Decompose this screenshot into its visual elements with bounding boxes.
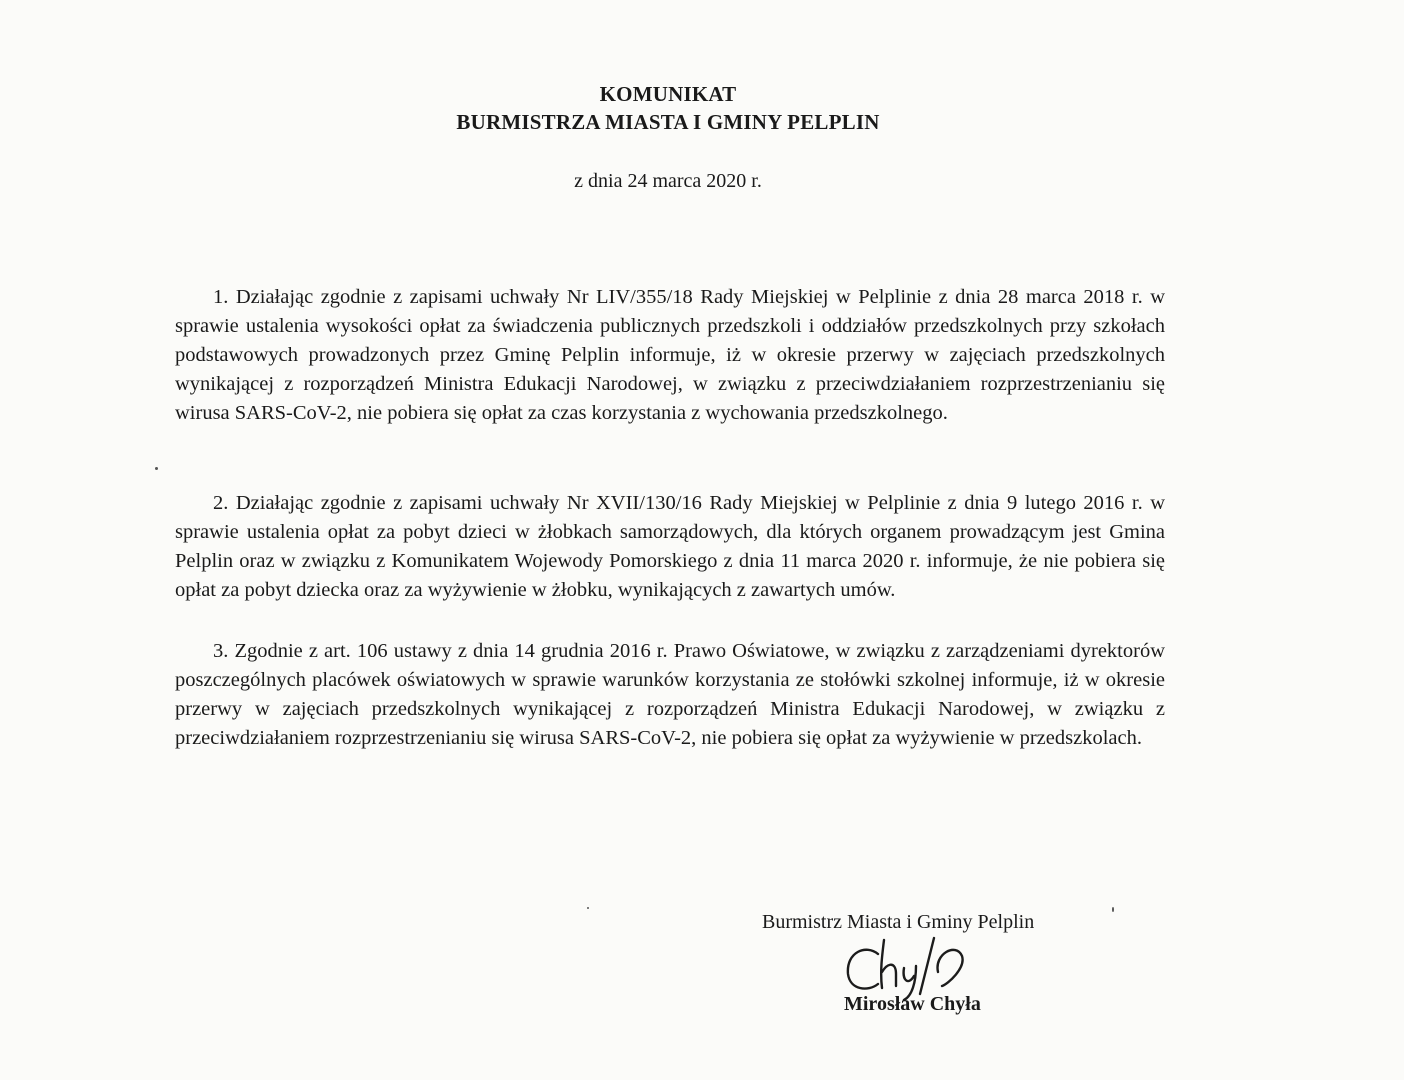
signatory-name: Mirosław Chyła [844,993,981,1015]
handwritten-signature [838,932,998,1002]
scan-speck [1112,907,1114,912]
scan-speck [155,467,158,470]
document-subtitle: BURMISTRZA MIASTA I GMINY PELPLIN [456,110,880,134]
paragraph-2: 2. Działając zgodnie z zapisami uchwały Nr XVII/130/16 Rady Miejskiej w Pelplinie z dnia 9 lutego 2016 r. w sprawie ustalenia opłat za pobyt dzieci w żłobkach samorządowych, dla których organem prowadzącym jest Gmina Pelplin oraz w związku z Komunikatem Wojewody Pomorskiego z dnia 11 marca 2020 r. informuje, że nie pobiera się opłat za pobyt dziecka oraz za wyżywienie w żłobku, wynikających z zawartych umów. [175,492,1165,601]
document-title: KOMUNIKAT [599,82,737,106]
paragraph-1: 1. Działając zgodnie z zapisami uchwały Nr LIV/355/18 Rady Miejskiej w Pelplinie z dnia 28 marca 2018 r. w sprawie ustalenia wysokości opłat za świadczenia publicznych przedszkoli i oddziałów przedszkolnych przy szkołach podstawowych prowadzonych przez Gminę Pelplin informuje, iż w okresie przerwy w zajęciach przedszkolnych wynikającej z rozporządzeń Ministra Edukacji Narodowej, w związku z przeciwdziałaniem rozprzestrzenianiu się wirusa SARS-CoV-2, nie pobiera się opłat za czas korzystania z wychowania przedszkolnego. [175,286,1165,424]
document-date: z dnia 24 marca 2020 r. [574,170,762,192]
signatory-title: Burmistrz Miasta i Gminy Pelplin [762,911,1035,933]
paragraph-3: 3. Zgodnie z art. 106 ustawy z dnia 14 grudnia 2016 r. Prawo Oświatowe, w związku z zarządzeniami dyrektorów poszczególnych placówek oświatowych w sprawie warunków korzystania ze stołówki szkolnej informuje, iż w okresie przerwy w zajęciach przedszkolnych wynikającej z rozporządzeń Ministra Edukacji Narodowej, w związku z przeciwdziałaniem rozprzestrzenianiu się wirusa SARS-CoV-2, nie pobiera się opłat za wyżywienie w przedszkolach. [175,640,1165,749]
scan-speck [587,907,589,909]
